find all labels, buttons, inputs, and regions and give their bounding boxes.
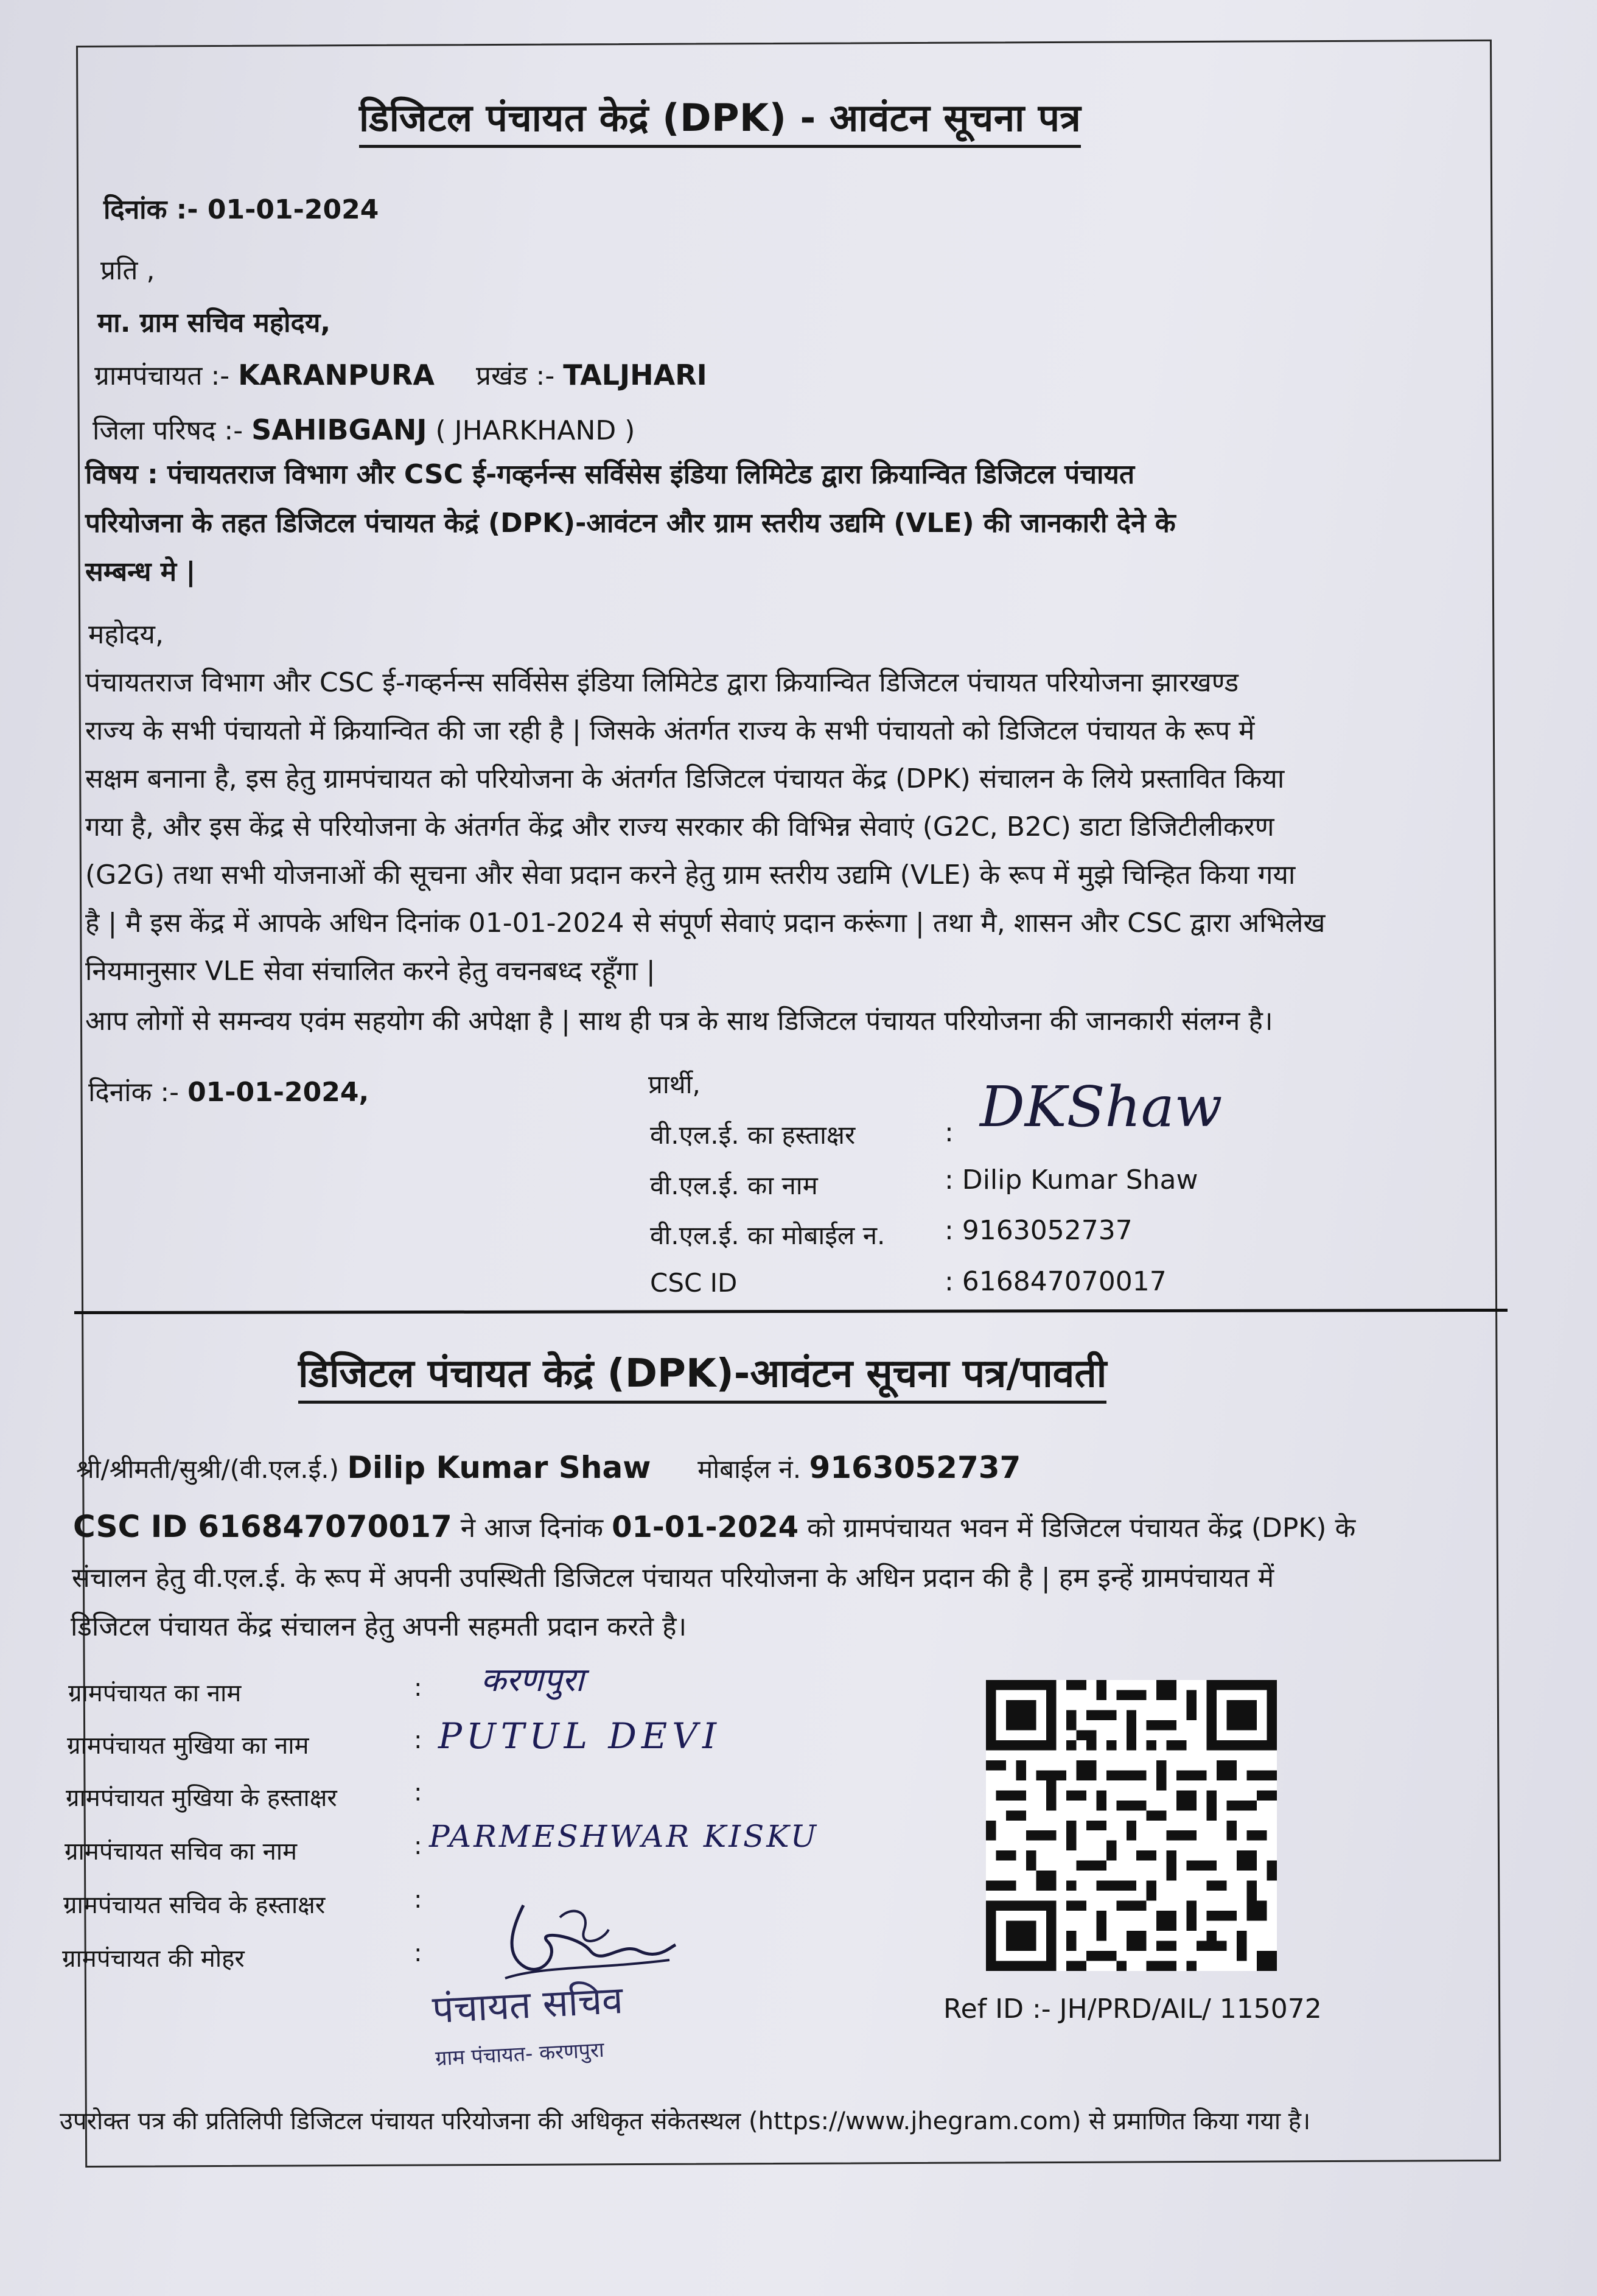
applicant-label: प्रार्थी, (648, 1069, 701, 1099)
sachiv-name-label: ग्रामपंचायत सचिव का नाम (65, 1838, 298, 1866)
date-label: दिनांक :- (103, 194, 198, 225)
ref-id: Ref ID :- JH/PRD/AIL/ 115072 (943, 1993, 1322, 2025)
qr-code (986, 1680, 1277, 1971)
salutation: महोदय, (88, 619, 164, 650)
subject-line: सम्बन्ध मे | (85, 556, 196, 587)
gp-value: KARANPURA (238, 359, 435, 391)
vle-name: : Dilip Kumar Shaw (945, 1164, 1198, 1195)
letter-date-line (103, 190, 379, 226)
receipt-text: को ग्रामपंचायत भवन में डिजिटल पंचायत केंद्र (DPK) के (798, 1513, 1356, 1544)
body-line: पंचायतराज विभाग और CSC ई-गव्हर्नन्स सर्विसेस इंडिया लिमिटेड द्वारा क्रियान्वित डिजिटल पंचायत परियोजना झारखण्ड (85, 667, 1239, 698)
block-value: TALJHARI (563, 359, 707, 391)
footer-note: उपरोक्त पत्र की प्रतिलिपी डिजिटल पंचायत परियोजना की अधिकृत संकेतस्थल (https://www.jhegram.com) से प्रमाणित किया गया है। (60, 2107, 1311, 2135)
district-label: जिला परिषद :- (93, 415, 243, 446)
csc-id: : 616847070017 (945, 1266, 1167, 1297)
state-value: ( JHARKHAND ) (435, 415, 635, 446)
closing-date: 01-01-2024, (187, 1077, 369, 1108)
body-line: सक्षम बनाना है, इस हेतु ग्रामपंचायत को परियोजना के अंतर्गत डिजिटल पंचायत केंद्र (DPK) संचालन के लिये प्रस्तावित किया (85, 763, 1285, 794)
addressee: मा. ग्राम सचिव महोदय, (97, 307, 331, 338)
vle-signature: DKShaw (980, 1074, 1223, 1139)
vle-name-label: वी.एल.ई. का नाम (650, 1171, 818, 1200)
gp-label: ग्रामपंचायत :- (94, 360, 230, 391)
mukhiya-name-label: ग्रामपंचायत मुखिया का नाम (67, 1732, 309, 1760)
colon: : (414, 1674, 422, 1702)
colon: : (414, 1726, 422, 1754)
csc-id-receipt: CSC ID 616847070017 (73, 1509, 452, 1544)
block-label: प्रखंड :- (476, 360, 555, 391)
district-value: SAHIBGANJ (251, 413, 427, 446)
request-line: आप लोगों से समन्वय एवंम सहयोग की अपेक्षा है | साथ ही पत्र के साथ डिजिटल पंचायत परियोजना की जानकारी संलग्न है। (85, 1006, 1273, 1037)
salutation-prefix: श्री/श्रीमती/सुश्री/(वी.एल.ई.) (76, 1454, 339, 1484)
sachiv-name-handwritten: PARMESHWAR KISKU (429, 1819, 819, 1854)
mukhiya-name-handwritten: PUTUL DEVI (438, 1715, 722, 1757)
colon: : (414, 1886, 422, 1914)
body-line: नियमानुसार VLE सेवा संचालित करने हेतु वचनबध्द रहूँगा | (85, 956, 655, 987)
receipt-line-1 (73, 1508, 1355, 1545)
mukhiya-sign-label: ग्रामपंचायत मुखिया के हस्ताक्षर (66, 1784, 337, 1812)
sachiv-sign-label: ग्रामपंचायत सचिव के हस्ताक्षर (63, 1891, 326, 1919)
mobile-label: मोबाईल नं. (697, 1454, 802, 1484)
colon: : (414, 1939, 422, 1967)
vle-name-receipt: Dilip Kumar Shaw (347, 1450, 651, 1485)
body-line: (G2G) तथा सभी योजनाओं की सूचना और सेवा प्रदान करने हेतु ग्राम स्तरीय उद्यमि (VLE) के रूप में मुझे चिन्हित किया गया (85, 859, 1296, 891)
receipt-line-2: संचालन हेतु वी.एल.ई. के रूप में अपनी उपस्थिती डिजिटल पंचायत परियोजना के अधिन प्रदान की है | हम इन्हें ग्रामपंचायत में (72, 1563, 1274, 1594)
stamp-sub-text: ग्राम पंचायत- करणपुरा (435, 2037, 605, 2071)
prati-text: प्रति , (100, 255, 155, 286)
subject-line: विषय : पंचायतराज विभाग और CSC ई-गव्हर्नन्स सर्विसेस इंडिया लिमिटेड द्वारा क्रियान्वित डिजिटल पंचायत (85, 459, 1135, 490)
subject-block (85, 450, 1485, 597)
receipt-date: 01-01-2024 (612, 1510, 799, 1544)
letter-body (85, 659, 1485, 995)
receipt-text: ने आज दिनांक (452, 1513, 612, 1544)
colon: : (414, 1779, 422, 1807)
colon: : (414, 1832, 422, 1860)
subject-line: परियोजना के तहत डिजिटल पंचायत केद्रं (DPK)-आवंटन और ग्राम स्तरीय उद्यमि (VLE) की जानकारी देने के (85, 508, 1176, 539)
district-line (93, 411, 635, 447)
csc-label: CSC ID (650, 1268, 738, 1298)
receipt-name-line (76, 1450, 1021, 1486)
gp-block-line (94, 356, 707, 393)
closing-date-line (88, 1073, 369, 1109)
receipt-line-3: डिजिटल पंचायत केंद्र संचालन हेतु अपनी सहमती प्रदान करते है। (71, 1611, 687, 1642)
closing-date-label: दिनांक :- (88, 1077, 180, 1108)
mobile-receipt: 9163052737 (809, 1450, 1021, 1485)
body-line: राज्य के सभी पंचायतो में क्रियान्वित की जा रही है | जिसके अंतर्गत राज्य के सभी पंचायतो को डिजिटल पंचायत के रूप में (85, 715, 1255, 746)
body-line: है | मै इस केंद्र में आपके अधिन दिनांक 01-01-2024 से संपूर्ण सेवाएं प्रदान करूंगा | तथा मै, शासन और CSC द्वारा अभिलेख (85, 908, 1326, 939)
gp-name-handwritten: करणपुरा (481, 1661, 584, 1699)
colon: : (945, 1117, 954, 1148)
vle-sign-label: वी.एल.ई. का हस्ताक्षर (650, 1120, 856, 1150)
receipt-title: डिजिटल पंचायत केद्रं (DPK)-आवंटन सूचना पत्र/पावती (298, 1345, 1106, 1404)
letter-title: डिजिटल पंचायत केद्रं (DPK) - आवंटन सूचना पत्र (359, 91, 1081, 148)
letter-date: 01-01-2024 (207, 194, 379, 225)
stamp-main-text: पंचायत सचिव (431, 1977, 624, 2032)
vle-mobile: : 9163052737 (945, 1215, 1133, 1246)
vle-mobile-label: वी.एल.ई. का मोबाईल न. (650, 1220, 886, 1250)
body-line: गया है, और इस केंद्र से परियोजना के अंतर्गत केंद्र और राज्य सरकार की विभिन्न सेवाएं (G2C, B2C) डाटा डिजिटीलीकरण (85, 811, 1274, 842)
gp-name-label: ग्रामपंचायत का नाम (68, 1679, 242, 1707)
seal-label: ग्रामपंचायत की मोहर (62, 1945, 245, 1973)
